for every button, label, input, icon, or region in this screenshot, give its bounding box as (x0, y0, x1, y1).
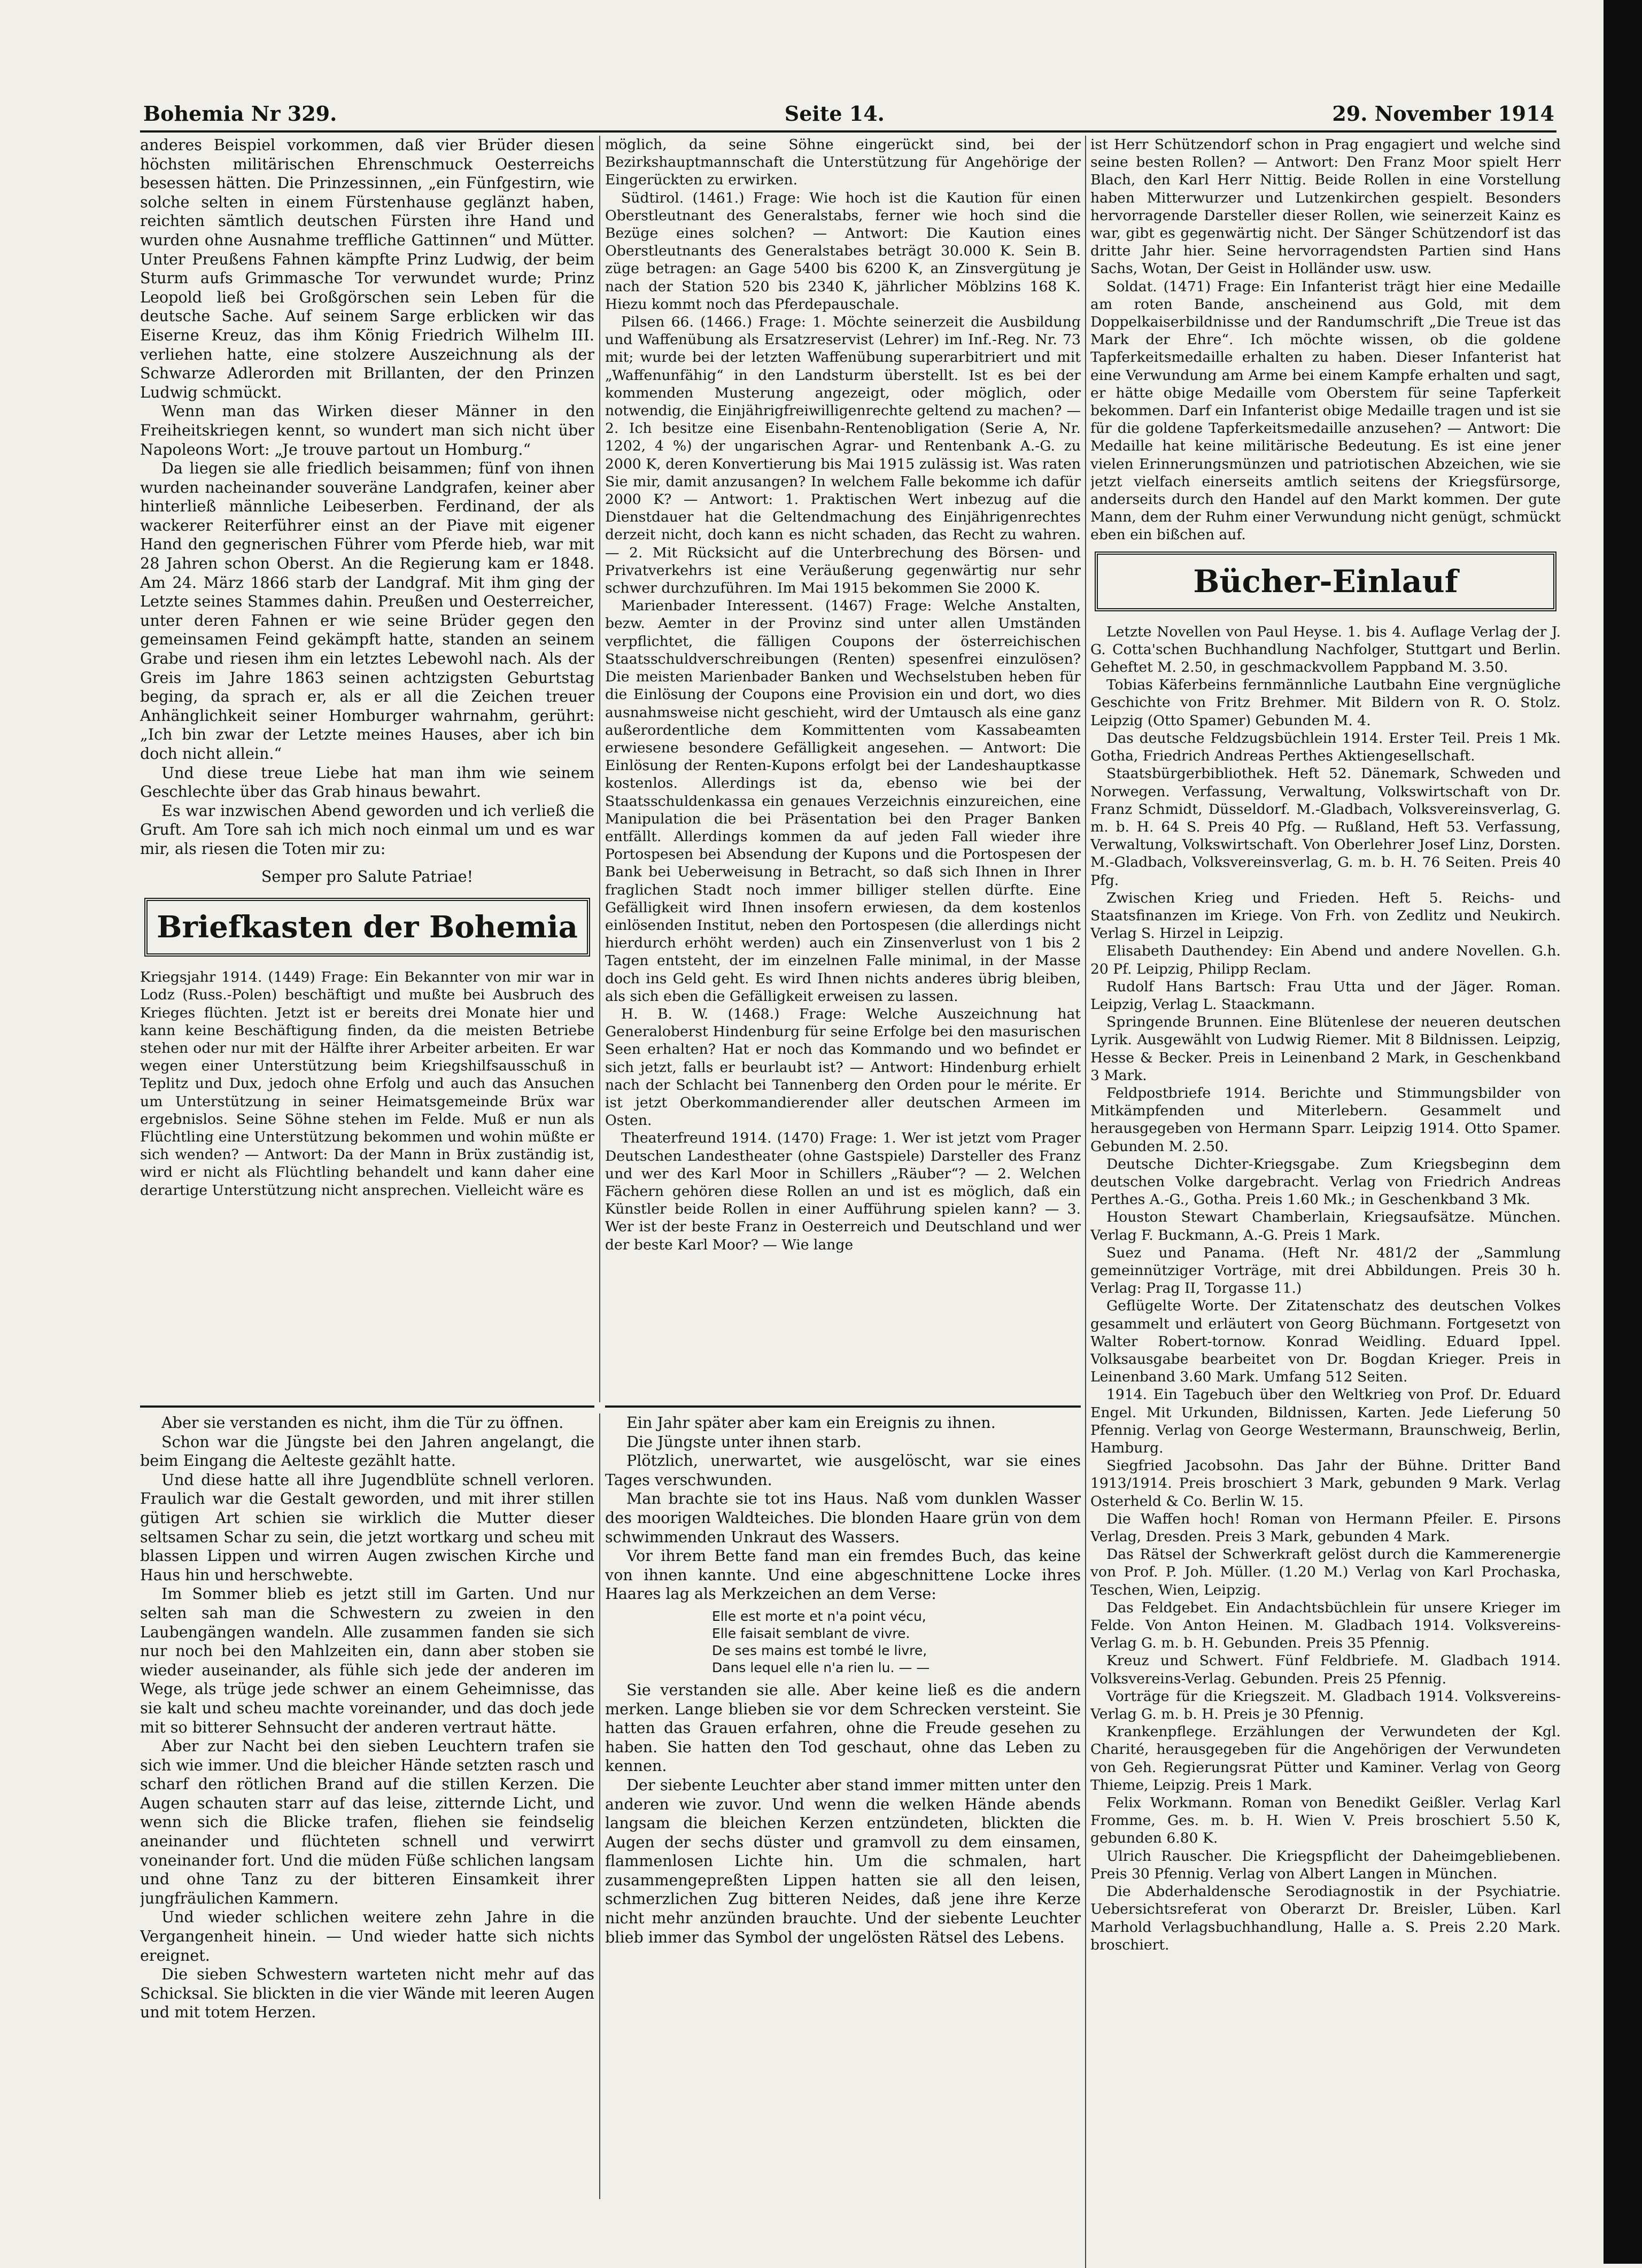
book-entry: 1914. Ein Tagebuch über den Weltkrieg von Prof. Dr. Eduard Engel. Mit Urkunden, Bildnissen, Karten. Jede Lieferung 50 Pfennig. Verlag von George Westermann, Braunschweig, Berlin, Hamburg. (1090, 1386, 1561, 1457)
letter-continuation: ist Herr Schützendorf schon in Prag engagiert und welche sind seine besten Rollen? — Antwort: Den Franz Moor spielt Herr Blach, den Karl Herr Nittig. Beide Rollen in eine Vorstellung haben Mitterwurzer und Lutzenkirchen gespielt. Besonders hervorragende Darsteller dieser Rollen, wie seinerzeit Kainz es war, gibt es gegenwärtig nicht. Der Sänger Schützendorf ist das dritte Jahr hier. Seine hervorragendsten Partien sind Hans Sachs, Wotan, Der Geist in Holländer usw. usw. (1090, 136, 1561, 277)
book-entry: Die Abderhaldensche Serodiagnostik in der Psychiatrie. Uebersichtsreferat von Oberarzt Dr. Breisler, Lüben. Karl Marhold Verlagsbuchhandlung, Halle a. S. Preis 2.20 Mark. broschiert. (1090, 1883, 1561, 1953)
book-entry: Tobias Käferbeins fernmännliche Lautbahn Eine vergnügliche Geschichte von Fritz Brehmer. Mit Bildern von R. O. Stolz. Leipzig (Otto Spamer) Gebunden M. 4. (1090, 677, 1561, 729)
letter-item: Marienbader Interessent. (1467) Frage: Welche Anstalten, bezw. Aemter in der Provinz sind unter allen Umständen verpflichtet, die fälligen Coupons der österreichischen Staatsschuldverschreibungen (Renten) spesenfrei einzulösen? Die meisten Marienbader Banken und Wechselstuben heben für die Einlösung der Coupons eine Provision ein und dort, wo dies ausnahmsweise nicht geschieht, wird der Umtausch als eine ganz außerordentliche dem Kommittenten vom Kassabeamten erwiesene besondere Gefälligkeit angesehen. — Antwort: Die Einlösung der Renten-Kupons erfolgt bei der Landeshauptkasse kostenlos. Allerdings ist da, ebenso wie bei der Staatsschuldenkassa ein genaues Verzeichnis einzureichen, eine Manipulation die bei Präsentation bei den Prager Banken entfällt. Allerdings kommen da auf jeden Fall wieder ihre Portospesen bei Absendung der Kupons und die Portospesen der Bank bei Ueberweisung in Betracht, so daß sich Ihnen in Ihrer fraglichen Stadt noch immer billiger stellen dürfte. Eine Gefälligkeit wird Ihnen insofern erwiesen, da dem kostenlos einlösenden Institut, neben den Portospesen (die allerdings nicht hierdurch erhöht werden) auch ein Zinsenverlust von 1 bis 2 Tagen entsteht, der im einzelnen Falle minimal, in der Masse doch ins Geld geht. Es wird Ihnen nichts anderes übrig bleiben, als sich eben die Gefälligkeit erweisen zu lassen. (605, 597, 1081, 1005)
story-paragraph: Vor ihrem Bette fand man ein fremdes Buch, das keine von ihnen kannte. Und eine abgeschnittene Locke ihres Haares lag als Merkzeichen an dem Verse: (605, 1547, 1081, 1603)
story-paragraph: Die sieben Schwestern warteten nicht mehr auf das Schicksal. Sie blickten in die vier Wände mit leeren Augen und mit totem Herzen. (140, 1965, 594, 2022)
book-entry: Deutsche Dichter-Kriegsgabe. Zum Kriegsbeginn dem deutschen Volke dargebracht. Verlag von Friedrich Andreas Perthes A.-G., Gotha. Preis 1.60 Mk.; in Geschenkband 3 Mk. (1090, 1155, 1561, 1208)
book-entry: Zwischen Krieg und Frieden. Heft 5. Reichs- und Staatsfinanzen im Kriege. Von Frh. von Zedlitz und Neukirch. Verlag S. Hirzel in Leipzig. (1090, 889, 1561, 942)
book-entry: Houston Stewart Chamberlain, Kriegsaufsätze. München. Verlag F. Buckmann, A.-G. Preis 1 Mark. (1090, 1209, 1561, 1244)
letter-item: Soldat. (1471) Frage: Ein Infanterist trägt hier eine Medaille am roten Bande, anscheinend aus Gold, mit dem Doppelkaiserbildnisse und der Randumschrift „Die Treue ist das Mark der Ehre“. Ich möchte wissen, ob die goldene Tapferkeitsmedaille erhalten zu haben. Dieser Infanterist hat eine Verwundung am Arme bei einem Kampfe erhalten und sagt, er hätte obige Medaille vom Oberstem für seine Tapferkeit bekommen. Darf ein Infanterist obige Medaille tragen und ist sie für die goldene Tapferkeitsmedaille anzusehen? — Antwort: Die Medaille hat keine militärische Bedeutung. Es ist eine jener vielen Erinnerungsmünzen und patriotischen Abzeichen, wie sie jetzt vielfach einerseits amtlich seitens der Kriegsfürsorge, anderseits durch den Handel auf den Markt kommen. Der gute Mann, dem der Ruhm einer Verwundung nicht genügt, schmückt eben ein bißchen auf. (1090, 278, 1561, 543)
poem-line: Elle faisait semblant de vivre. (712, 1625, 910, 1641)
book-entry: Geflügelte Worte. Der Zitatenschatz des deutschen Volkes gesammelt und erläutert von Georg Büchmann. Fortgesetzt von Walter Robert-tornow. Konrad Weidling. Eduard Ippel. Volksausgabe bearbeitet von Dr. Bogdan Krieger. Preis in Leinenband 3.60 Mark. Umfang 512 Seiten. (1090, 1298, 1561, 1386)
article-paragraph: Wenn man das Wirken dieser Männer in den Freiheitskriegen kennt, so wundert man sich nicht über Napoleons Wort: „Je trouve partout un Homburg.“ (140, 402, 594, 459)
article-paragraph: anderes Beispiel vorkommen, daß vier Brüder diesen höchsten militärischen Ehrenschmuck Oesterreichs besessen hätten. Die Prinzessinnen, „ein Fünfgestirn, wie solche selten in einem Fürstenhause geglänzt haben, reichten sämtlich deutschen Fürsten ihre Hand und wurden ohne Ausnahme treffliche Gattinnen“ und Mütter. Unter Preußens Fahnen kämpfte Prinz Ludwig, der beim Sturm aufs Grimmasche Tor verwundet wurde; Prinz Leopold ließ bei Großgörschen sein Leben für die deutsche Sache. Auf seinem Sarge erblicken wir das Eiserne Kreuz, das ihm König Friedrich Wilhelm III. verliehen hatte, eine stolzere Auszeichnung als der Schwarze Adlerorden mit Brillanten, der den Prinzen Ludwig schmückt. (140, 136, 594, 401)
book-entry: Siegfried Jacobsohn. Das Jahr der Bühne. Dritter Band 1913/1914. Preis broschiert 3 Mark, gebunden 9 Mark. Verlag Osterheld & Co. Berlin W. 15. (1090, 1457, 1561, 1510)
book-entry: Die Waffen hoch! Roman von Hermann Pfeiler. E. Pirsons Verlag, Dresden. Preis 3 Mark, gebunden 4 Mark. (1090, 1510, 1561, 1545)
letter-item: Theaterfreund 1914. (1470) Frage: 1. Wer ist jetzt vom Prager Deutschen Landestheater (ohne Gastspiele) Darsteller des Franz und wer des Karl Moor in Schillers „Räuber“? — 2. Welchen Fächern gehören diese Rollen an und ist es möglich, daß ein Künstler beide Rollen in einer Aufführung spielen kann? — 3. Wer ist der beste Franz in Oesterreich und Deutschland und wer der beste Karl Moor? — Wie lange (605, 1130, 1081, 1253)
header-left: Bohemia Nr 329. (143, 101, 337, 126)
poem-line: Dans lequel elle n'a rien lu. — — (712, 1659, 930, 1675)
article-paragraph: Es war inzwischen Abend geworden und ich verließ die Gruft. Am Tore sah ich mich noch einmal um und es war mir, als riesen die Toten mir zu: (140, 801, 594, 858)
header-right: 29. November 1914 (1332, 101, 1554, 126)
story-column-1 (140, 1413, 594, 2199)
scan-edge-shadow (1604, 0, 1642, 2264)
article-paragraph: Da liegen sie alle friedlich beisammen; fünf von ihnen wurden nacheinander souveräne Landgrafen, keiner aber hinterließ männliche Leibeserben. Ferdinand, der als wackerer Reiterführer einst an der Piave mit eigener Hand den gegnerischen Führer vom Pferde hieb, war mit 28 Jahren schon Oberst. An die Regierung kam er 1848. Am 24. März 1866 starb der Landgraf. Mit ihm ging der Letzte seines Stammes dahin. Preußen und Oesterreicher, unter deren Fahnen er wie seine Brüder gegen den gemeinsamen Feind gekämpft hatte, standen an seinem Grabe und riesen ihm ein letztes Lebewohl nach. Als der Greis im Jahre 1863 seinen achtzigsten Geburtstag beging, da sprach er, als er all die Zeichen treuer Anhänglichkeit seiner Homburger wahrnahm, gerührt: „Ich bin zwar der Letzte meines Hauses, aber ich bin doch nicht allein.“ (140, 459, 594, 763)
poem (605, 1608, 1081, 1676)
book-list (1090, 623, 1561, 1954)
book-entry: Ulrich Rauscher. Die Kriegspflicht der Daheimgebliebenen. Preis 30 Pfennig. Verlag von Albert Langen in München. (1090, 1847, 1561, 1882)
buecher-einlauf-title: Bücher-Einlauf (1095, 552, 1556, 611)
header-rule (140, 130, 1556, 133)
book-entry: Das deutsche Feldzugsbüchlein 1914. Erster Teil. Preis 1 Mk. Gotha, Friedrich Andreas Perthes Aktiengesellschaft. (1090, 729, 1561, 765)
book-entry: Staatsbürgerbibliothek. Heft 52. Dänemark, Schweden und Norwegen. Verfassung, Verwaltung, Volkswirtschaft von Dr. Franz Schmidt, Düsseldorf. M.-Gladbach, Volksvereinsverlag, G. m. b. H. 64 S. Preis 40 Pfg. — Rußland, Heft 53. Verfassung, Verwaltung, Volkswirtschaft. Von Oberlehrer Josef Linz, Dorsten. M.-Gladbach, Volksvereinsverlag, G. m. b. H. 76 Seiten. Preis 40 Pfg. (1090, 765, 1561, 889)
article-paragraph: Und diese treue Liebe hat man ihm wie seinem Geschlechte über das Grab hinaus bewahrt. (140, 763, 594, 801)
column-3 (1090, 136, 1561, 2268)
book-entry: Feldpostbriefe 1914. Berichte und Stimmungsbilder von Mitkämpfenden und Miterlebern. Gesammelt und herausgegeben von Hermann Sparr. Leipzig 1914. Otto Spamer. Gebunden M. 2.50. (1090, 1084, 1561, 1155)
story-paragraph: Aber sie verstanden es nicht, ihm die Tür zu öffnen. (161, 1413, 564, 1432)
letter-item: H. B. W. (1468.) Frage: Welche Auszeichnung hat Generaloberst Hindenburg für seine Erfolge bei den masurischen Seen erhalten? Hat er noch das Kommando und wo befindet er sich jetzt, falls er beurlaubt ist? — Antwort: Hindenburg erhielt nach der Schlacht bei Tannenberg den Orden pour le mérite. Er ist jetzt Oberkommandierender aller deutschen Armeen im Osten. (605, 1005, 1081, 1129)
story-paragraph: Schon war die Jüngste bei den Jahren angelangt, die beim Eingang die Aelteste gezählt hatte. (140, 1432, 594, 1470)
page-header (143, 99, 1554, 127)
poem-line: Elle est morte et n'a point vécu, (712, 1608, 926, 1624)
section-separator-1 (140, 1405, 594, 1408)
story-paragraph: Und wieder schlichen weitere zehn Jahre in die Vergangenheit hinein. — Und wieder hatte sich nichts ereignet. (140, 1908, 594, 1964)
story-column-2 (605, 1413, 1081, 2199)
book-entry: Kreuz und Schwert. Fünf Feldbriefe. M. Gladbach 1914. Volksvereins-Verlag. Gebunden. Preis 25 Pfennig. (1090, 1652, 1561, 1687)
motto: Semper pro Salute Patriae! (261, 867, 474, 886)
book-entry: Das Feldgebet. Ein Andachtsbüchlein für unsere Krieger im Felde. Von Anton Heinen. M. Gladbach 1914. Volksvereins-Verlag G. m. b. H. Gebunden. Preis 35 Pfennig. (1090, 1599, 1561, 1652)
column-rule-1 (599, 136, 600, 1402)
book-entry: Felix Workmann. Roman von Benedikt Geißler. Verlag Karl Fromme, Ges. m. b. H. Wien V. Preis broschiert 5.50 K, gebunden 6.80 K. (1090, 1795, 1561, 1847)
column-1 (140, 136, 594, 1402)
letter-item: Kriegsjahr 1914. (1449) Frage: Ein Bekannter von mir war in Lodz (Russ.-Polen) beschäftigt und mußte bei Ausbruch des Krieges flüchten. Jetzt ist er bereits drei Monate hier und kann keine Beschäftigung finden, da die meisten Betriebe stehen oder nur mit der Hälfte ihrer Arbeiter arbeiten. Er war wegen einer Unterstützung beim Kriegshilfsausschuß in Teplitz und Dux, jedoch ohne Erfolg und auch das Ansuchen um Unterstützung in seiner Heimatsgemeinde Brüx war ergebnislos. Seine Söhne stehen im Felde. Muß er nun als Flüchtling eine Unterstützung bekommen und wohin müßte er sich wenden? — Antwort: Da der Mann in Brüx zuständig ist, wird er nicht als Flüchtling behandelt und kann daher eine derartige Unterstützung nicht ansprechen. Vielleicht wäre es (140, 969, 594, 1199)
story-paragraph: Und diese hatte all ihre Jugendblüte schnell verloren. Fraulich war die Gestalt geworden, und mit ihrer stillen gütigen Art schien sie wirklich die Mutter dieser seltsamen Schar zu sein, die jetzt wortkarg und scheu mit blassen Lippen und wirren Augen zwischen Kirche und Haus hin und herschwebte. (140, 1470, 594, 1584)
story-paragraph: Man brachte sie tot ins Haus. Naß vom dunklen Wasser des moorigen Waldteiches. Die blonden Haare grün von dem schwimmenden Unkraut des Wassers. (605, 1489, 1081, 1546)
letter-item: Südtirol. (1461.) Frage: Wie hoch ist die Kaution für einen Oberstleutnant des Generalstabs, ferner wie hoch sind die Bezüge eines solchen? — Antwort: Die Kaution eines Oberstleutnants des Generalstabes beträgt 30.000 K. Sein B. züge betragen: an Gage 5400 bis 6200 K, an Zinsvergütung je nach der Station 520 bis 2340 K, jährlicher Möblzins 168 K. Hiezu kommt noch das Pferdepauschale. (605, 189, 1081, 313)
book-entry: Rudolf Hans Bartsch: Frau Utta und der Jäger. Roman. Leipzig, Verlag L. Staackmann. (1090, 978, 1561, 1013)
story-paragraph: Aber zur Nacht bei den sieben Leuchtern trafen sie sich wie immer. Und die bleicher Hände setzten rasch und scharf den rötlichen Brand auf die stillen Kerzen. Die Augen schauten starr auf das leise, zitternde Licht, und wenn sich die Blicke trafen, fliehen sie feindselig aneinander und flüchteten schnell und verwirrt voneinander fort. Und die müden Füße schlichen langsam und ohne Tanz zu der bitteren Einsamkeit ihrer jungfräulichen Kammern. (140, 1737, 594, 1907)
story-paragraph: Sie verstanden sie alle. Aber keine ließ es die andern merken. Lange blieben sie vor dem Schrecken versteint. Sie hatten das Grauen erfahren, ohne die Freude gesehen zu haben. Sie hatten den Tod geschaut, ohne das Leben zu kennen. (605, 1680, 1081, 1775)
book-entry: Vorträge für die Kriegszeit. M. Gladbach 1914. Volksvereins-Verlag G. m. b. H. Preis je 30 Pfennig. (1090, 1688, 1561, 1723)
letter-item: Pilsen 66. (1466.) Frage: 1. Möchte seinerzeit die Ausbildung und Waffenübung als Ersatzreservist (Lehrer) im Inf.-Reg. Nr. 73 mit; wurde bei der letzten Waffenübung superarbitriert und mit „Waffenunfähig“ in den Landsturm überstellt. Ist es bei der kommenden Musterung angezeigt, oder möglich, oder notwendig, die Einjährigfreiwilligenrechte geltend zu machen? — 2. Ich besitze eine Eisenbahn-Rentenobligation (Serie A, Nr. 1202, 4 %) der ungarischen Agrar- und Rentenbank A.-G. zu 2000 K, deren Konvertierung bis Mai 1915 zulässig ist. Was raten Sie mir, damit anzusangen? In welchem Falle bekomme ich dafür 2000 K? — Antwort: 1. Praktischen Wert inbezug auf die Dienstdauer hat die Geltendmachung des Einjährigenrechtes derzeit nicht, doch kann es nicht schaden, das Recht zu wahren. — 2. Mit Rücksicht auf die Unterbrechung des Börsen- und Privatverkehrs ist eine Veräußerung gegenwärtig nur sehr schwer durchzuführen. Im Mai 1915 bekommen Sie 2000 K. (605, 314, 1081, 597)
book-entry: Elisabeth Dauthendey: Ein Abend und andere Novellen. G.h. 20 Pf. Leipzig, Philipp Reclam. (1090, 943, 1561, 977)
poem-line: De ses mains est tombé le livre, (712, 1642, 927, 1658)
book-entry: Das Rätsel der Schwerkraft gelöst durch die Kammerenergie von Prof. P. Joh. Müller. (1.20 M.) Verlag von Karl Prochaska, Teschen, Wien, Leipzig. (1090, 1546, 1561, 1598)
story-paragraph: Der siebente Leuchter aber stand immer mitten unter den anderen wie zuvor. Und wenn die welken Hände abends langsam die bleichen Kerzen entzündeten, blickten die Augen der sechs düster und gramvoll zu dem einsamen, flammenlosen Lichte hin. Um die schmalen, hart zusammengepreßten Lippen hatten sie all den leisen, schmerzlichen Zug bitteren Neides, daß jene ihre Kerze nicht mehr anzünden brauchte. Und der siebente Leuchter blieb immer das Symbol der ungelösten Rätsel des Lebens. (605, 1775, 1081, 1946)
book-entry: Springende Brunnen. Eine Blütenlese der neueren deutschen Lyrik. Ausgewählt von Ludwig Riemer. Mit 8 Bildnissen. Leipzig, Hesse & Becker. Preis in Leinenband 2 Mark, in Geschenkband 3 Mark. (1090, 1014, 1561, 1084)
story-paragraph: Im Sommer blieb es jetzt still im Garten. Und nur selten sah man die Schwestern zu zweien in den Laubengängen wandeln. Alle zusammen fanden sie sich nur noch bei den Mahlzeiten ein, dann aber stoben sie wieder auseinander, als fühle sich jede der anderen im Wege, als trüge jede schwer an einem Geheimnisse, das sie kalt und scheu machte voreinander, und das doch jede mit so bitterer Sehnsucht der anderen vertraut hätte. (140, 1585, 594, 1736)
story-paragraph: Die Jüngste unter ihnen starb. (626, 1432, 862, 1451)
book-entry: Letzte Novellen von Paul Heyse. 1. bis 4. Auflage Verlag der J. G. Cotta'schen Buchhandlung Nachfolger, Stuttgart und Berlin. Geheftet M. 2.50, in geschmackvollem Pappband M. 3.50. (1090, 623, 1561, 676)
briefkasten-title: Briefkasten der Bohemia (144, 898, 590, 957)
section-separator-2 (605, 1405, 1081, 1408)
story-paragraph: Ein Jahr später aber kam ein Ereignis zu ihnen. (626, 1413, 996, 1432)
column-2 (605, 136, 1081, 1402)
story-paragraph: Plötzlich, unerwartet, wie ausgelöscht, war sie eines Tages verschwunden. (605, 1451, 1081, 1489)
column-rule-3 (599, 1413, 600, 2199)
header-center: Seite 14. (784, 101, 885, 126)
book-entry: Suez und Panama. (Heft Nr. 481/2 der „Sammlung gemeinnütziger Vorträge, mit drei Abbildungen. Preis 30 h. Verlag: Prag II, Torgasse 11.) (1090, 1244, 1561, 1297)
column-rule-2 (1085, 136, 1086, 2268)
book-entry: Krankenpflege. Erzählungen der Verwundeten der Kgl. Charité, herausgegeben für die Angehörigen der Verwundeten von Geh. Regierungsrat Pütter und Kaminer. Verlag von Georg Thieme, Leipzig. Preis 1 Mark. (1090, 1723, 1561, 1793)
letter-continuation: möglich, da seine Söhne eingerückt sind, bei der Bezirkshauptmannschaft die Unterstützung für Angehörige der Eingerückten zu erwirken. (605, 136, 1081, 189)
